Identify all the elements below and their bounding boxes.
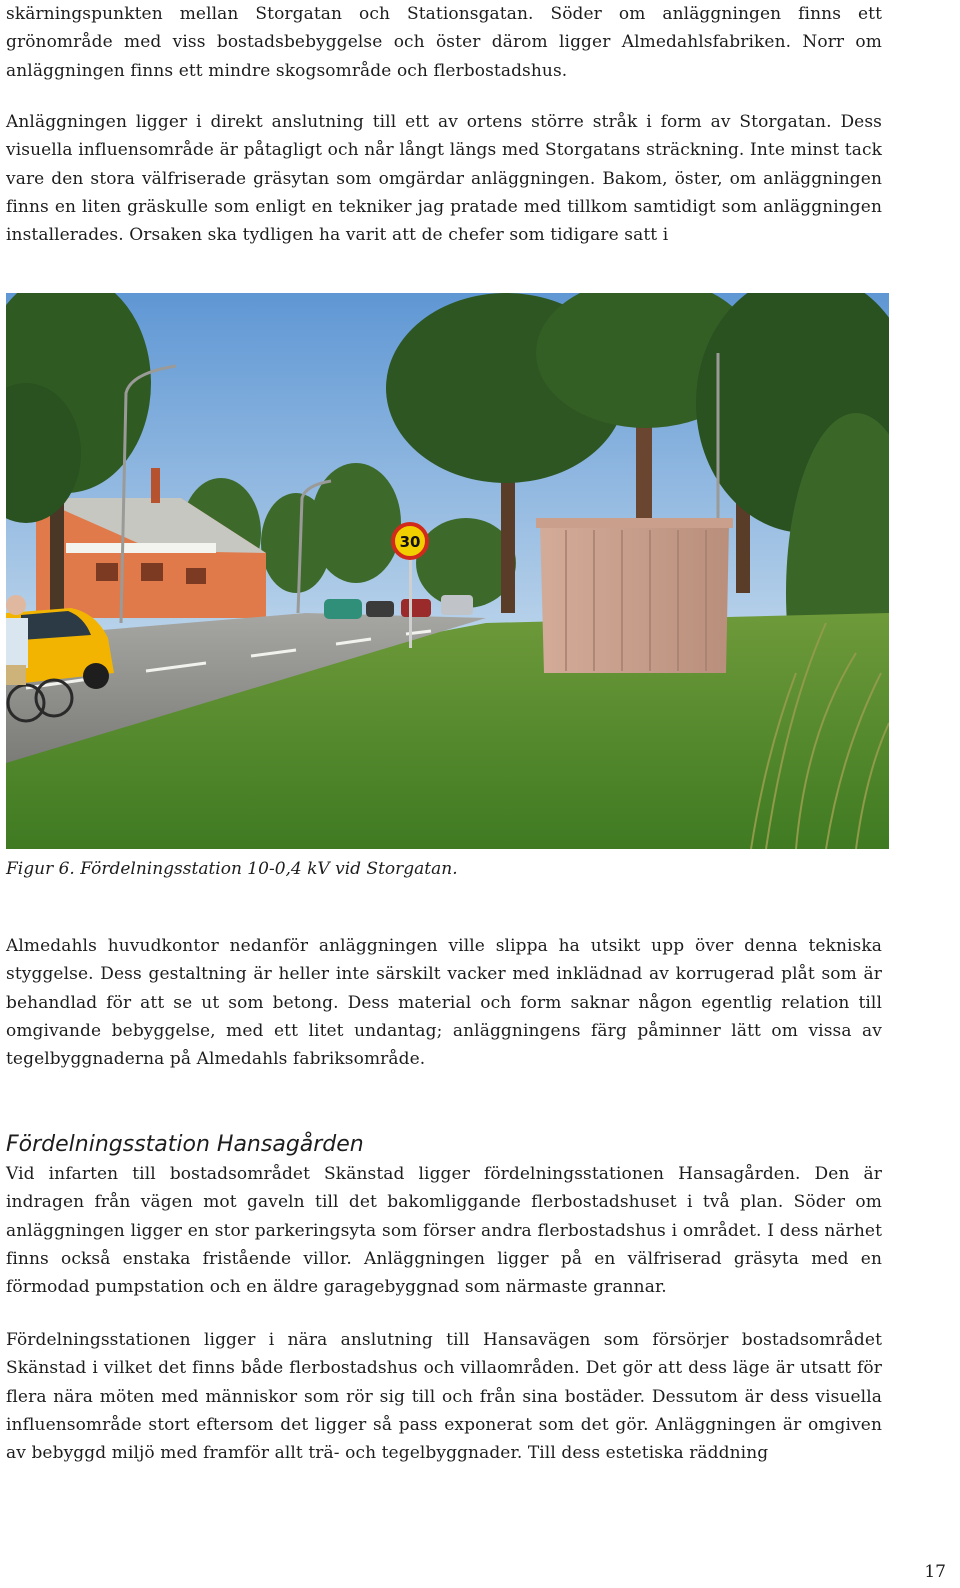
page-number: 17	[924, 1562, 946, 1582]
paragraph-intro-continuation: skärningspunkten mellan Storgatan och Stationsgatan. Söder om anläggningen finns ett grönområde med viss bostadsbebyggelse och öster därom ligger Almedahlsfabriken. Norr om anläggningen finns ett mindre skogsområde och flerbostadshus.	[6, 4, 882, 81]
paragraph-hansagarden-location: Vid infarten till bostadsområdet Skänstad ligger fördelningsstationen Hansagården. Den är indragen från vägen mot gaveln till det bakomliggande flerbostadshuset i två plan. Söder om anläggningen ligger en stor parkeringsyta som förser andra flerbostadshus i området. I dess närhet finns också enstaka fristående villor. Anläggningen ligger på en välfriserad gräsyta med en förmodad pumpstation och en äldre garagebyggnad som närmaste grannar.	[6, 1164, 882, 1298]
distribution-station	[536, 518, 733, 673]
speed-sign-label: 30	[399, 533, 421, 551]
section-heading: Fördelningsstation Hansagården	[6, 1132, 364, 1157]
paragraph-visual-influence: Anläggningen ligger i direkt anslutning till ett av ortens större stråk i form av Storgatan. Dess visuella influensområde är påtagligt och når långt längs med Storgatans sträckning. Inte minst tack vare den stora välfriserade gräsytan som omgärdar anläggningen. Bakom, öster, om anläggningen finns en liten gräskulle som enligt en tekniker jag pratade med tillkom samtidigt som anläggningen installerades. Orsaken ska tydligen ha varit att de chefer som tidigare satt i	[6, 112, 882, 246]
figure-photo-storgatan-station	[6, 293, 889, 849]
photo-illustration	[6, 293, 889, 849]
paragraph-hansagarden-exposure: Fördelningsstationen ligger i nära anslutning till Hansavägen som försörjer bostadsområdet Skänstad i vilket det finns både flerbostadshus och villaområden. Det gör att dess läge är utsatt för flera nära möten med människor som rör sig till och från sina bostäder. Dessutom är dess visuella influensområde stort eftersom det ligger så pass exponerat som det gör. Anläggningen är omgiven av bebyggd miljö med framför allt trä- och tegelbyggnader. Till dess estetiska räddning	[6, 1330, 882, 1464]
figure-caption: Figur 6. Fördelningsstation 10-0,4 kV vid Storgatan.	[6, 859, 458, 879]
paragraph-station-design: Almedahls huvudkontor nedanför anläggningen ville slippa ha utsikt upp över denna tekniska styggelse. Dess gestaltning är heller inte särskilt vacker med inklädnad av korrugerad plåt som är behandlad för att se ut som betong. Dess material och form saknar någon egentlig relation till omgivande bebyggelse, med ett litet undantag; anläggningens färg påminner lätt om vissa av tegelbyggnaderna på Almedahls fabriksområde.	[6, 936, 882, 1070]
